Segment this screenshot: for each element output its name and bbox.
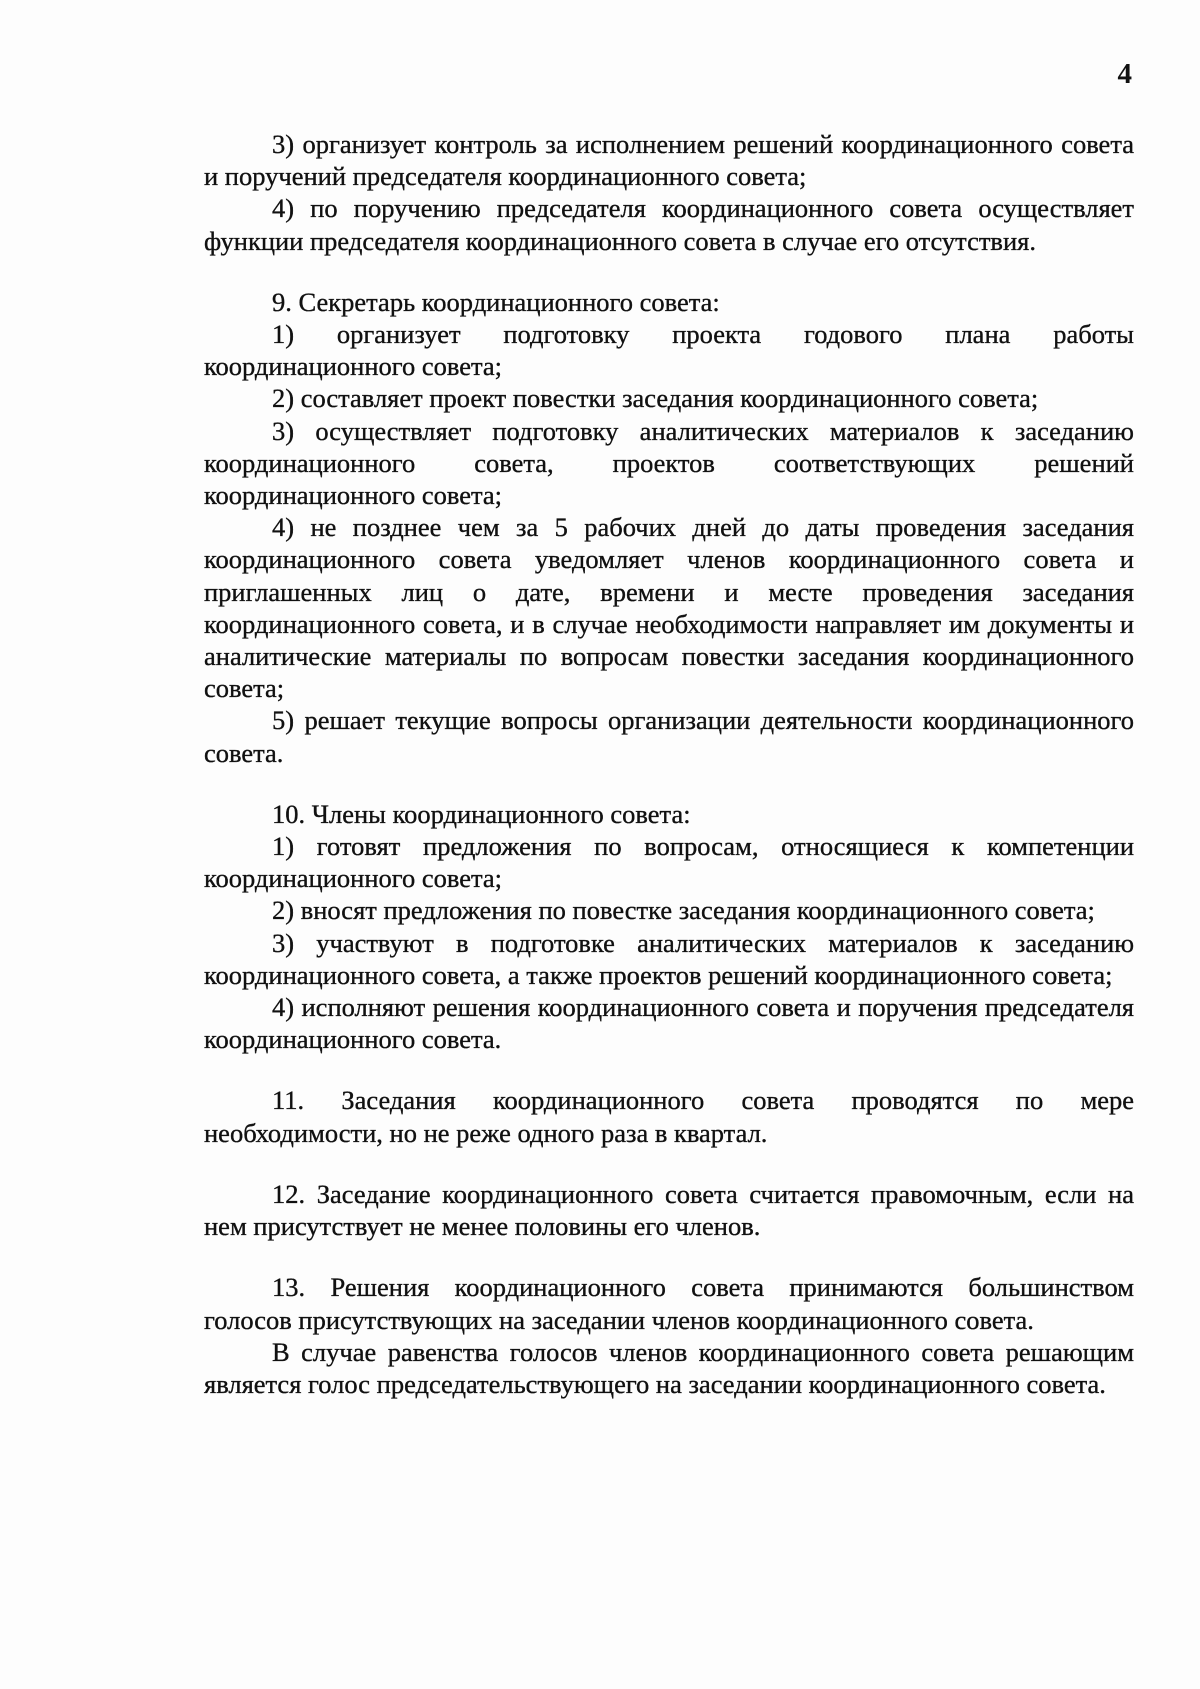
section-8-continued bbox=[204, 128, 1134, 257]
section-11 bbox=[204, 1084, 1134, 1148]
paragraph: 2) составляет проект повестки заседания координационного совета; bbox=[272, 383, 1039, 414]
section-heading: 10. Члены координационного совета: bbox=[272, 798, 691, 829]
paragraph: 3) участвуют в подготовке аналитических материалов к заседанию координационного совета, а также проектов решений координационного совета; bbox=[204, 927, 1134, 990]
paragraph: 12. Заседание координационного совета считается правомочным, если на нем присутствует не менее половины его членов. bbox=[204, 1178, 1134, 1242]
paragraph: 1) готовят предложения по вопросам, относящиеся к компетенции координационного совета; bbox=[204, 831, 1134, 894]
section-12 bbox=[204, 1178, 1134, 1242]
section-10 bbox=[204, 798, 1134, 1056]
section-heading: 9. Секретарь координационного совета: bbox=[272, 286, 720, 317]
section-9 bbox=[204, 286, 1134, 769]
page-number: 4 bbox=[1117, 58, 1132, 90]
paragraph: 4) по поручению председателя координационного совета осуществляет функции председателя координационного совета в случае его отсутствия. bbox=[204, 193, 1134, 256]
paragraph: 4) не позднее чем за 5 рабочих дней до даты проведения заседания координационного совета уведомляет членов координационного совета и приглашенных лиц о дате, времени и месте проведения заседания координационного совета, и в случае необходимости направляет им документы и аналитические материалы по вопросам повестки заседания координационного совета; bbox=[204, 512, 1134, 704]
paragraph: 3) организует контроль за исполнением решений координационного совета и поручений председателя координационного совета; bbox=[204, 129, 1134, 192]
section-13 bbox=[204, 1271, 1134, 1400]
paragraph: В случае равенства голосов членов координационного совета решающим является голос председательствующего на заседании координационного совета. bbox=[204, 1336, 1134, 1399]
paragraph: 2) вносят предложения по повестке заседания координационного совета; bbox=[272, 895, 1095, 926]
paragraph: 1) организует подготовку проекта годового плана работы координационного совета; bbox=[204, 319, 1134, 382]
paragraph: 3) осуществляет подготовку аналитических материалов к заседанию координационного совета, проектов соответствующих решений координационного совета; bbox=[204, 415, 1134, 511]
paragraph: 5) решает текущие вопросы организации деятельности координационного совета. bbox=[204, 705, 1134, 768]
paragraph: 11. Заседания координационного совета проводятся по мере необходимости, но не реже одного раза в квартал. bbox=[204, 1085, 1134, 1148]
paragraph: 13. Решения координационного совета принимаются большинством голосов присутствующих на заседании членов координационного совета. bbox=[204, 1272, 1134, 1335]
document-body bbox=[204, 128, 1134, 1400]
paragraph: 4) исполняют решения координационного совета и поручения председателя координационного совета. bbox=[204, 992, 1134, 1055]
